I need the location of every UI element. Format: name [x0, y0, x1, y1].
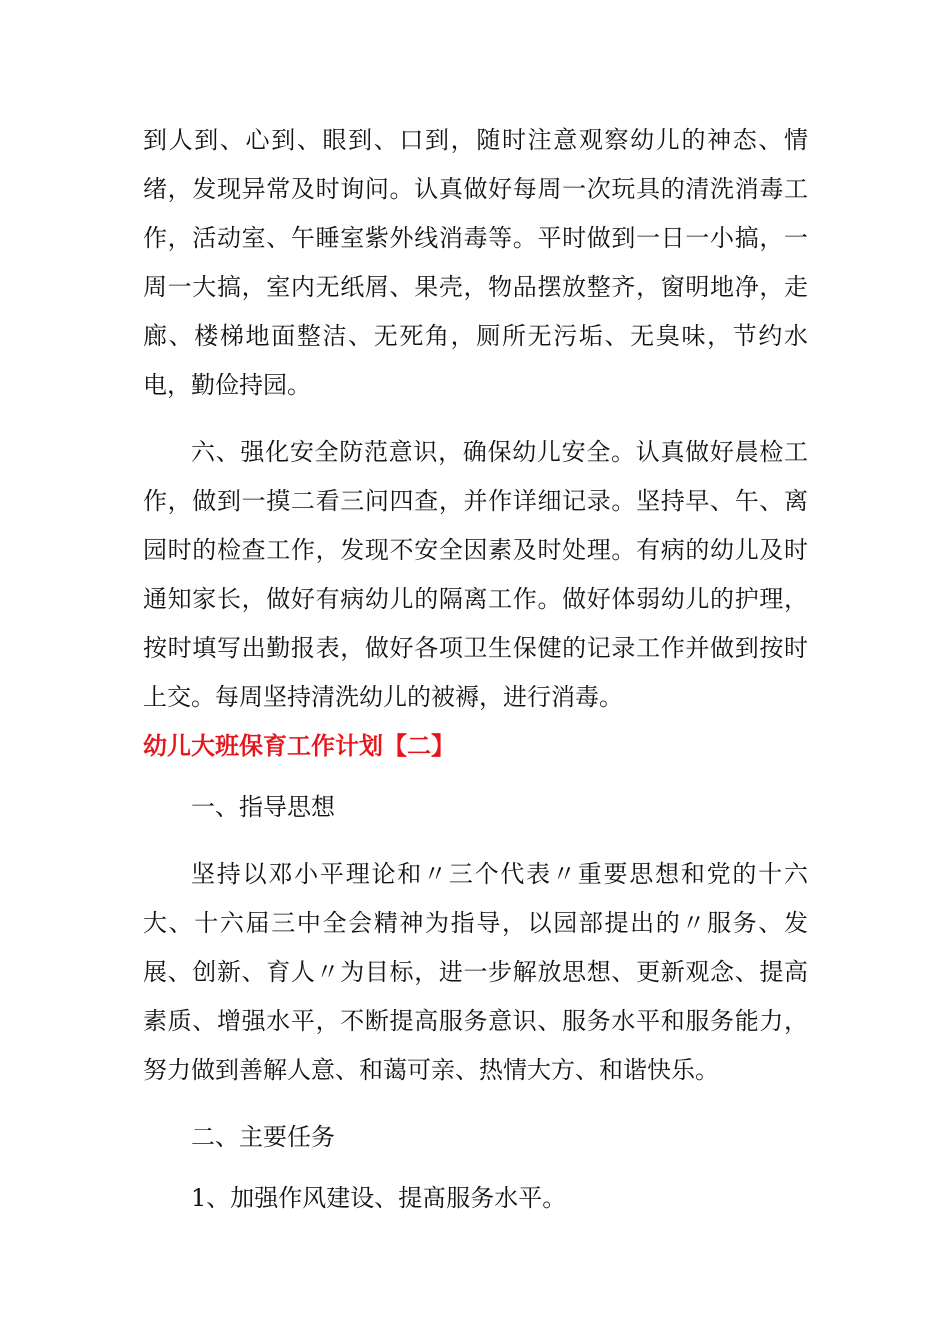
paragraph-guiding-thought: 坚持以邓小平理论和〃三个代表〃重要思想和党的十六大、十六届三中全会精神为指导，以园部提出的〃服务、发展、创新、育人〃为目标，进一步解放思想、更新观念、提高素质、增强水平，不断提高服务意识、服务水平和服务能力，努力做到善解人意、和蔼可亲、热情大方、和谐快乐。 [143, 860, 808, 1084]
paragraph-safety: 六、强化安全防范意识，确保幼儿安全。认真做好晨检工作，做到一摸二看三问四查，并作详细记录。坚持早、午、离园时的检查工作，发现不安全因素及时处理。有病的幼儿及时通知家长，做好有病幼儿的隔离工作。做好体弱幼儿的护理，按时填写出勤报表，做好各项卫生保健的记录工作并做到按时上交。每周坚持清洗幼儿的被褥，进行消毒。 [143, 438, 808, 711]
paragraph-hygiene: 到人到、心到、眼到、口到，随时注意观察幼儿的神态、情绪，发现异常及时询问。认真做好每周一次玩具的清洗消毒工作，活动室、午睡室紫外线消毒等。平时做到一日一小搞，一周一大搞，室内无纸屑、果壳，物品摆放整齐，窗明地净，走廊、楼梯地面整洁、无死角，厕所无污垢、无臭味，节约水电，勤俭持园。 [143, 126, 808, 399]
document-body [143, 116, 808, 1223]
heading-main-tasks: 二、主要任务 [191, 1123, 335, 1151]
heading-guiding-thought: 一、指导思想 [191, 793, 335, 821]
list-item-task-1: 1、加强作风建设、提髙服务水平。 [191, 1184, 567, 1212]
section-title: 幼儿大班保育工作计划【二】 [143, 732, 455, 760]
